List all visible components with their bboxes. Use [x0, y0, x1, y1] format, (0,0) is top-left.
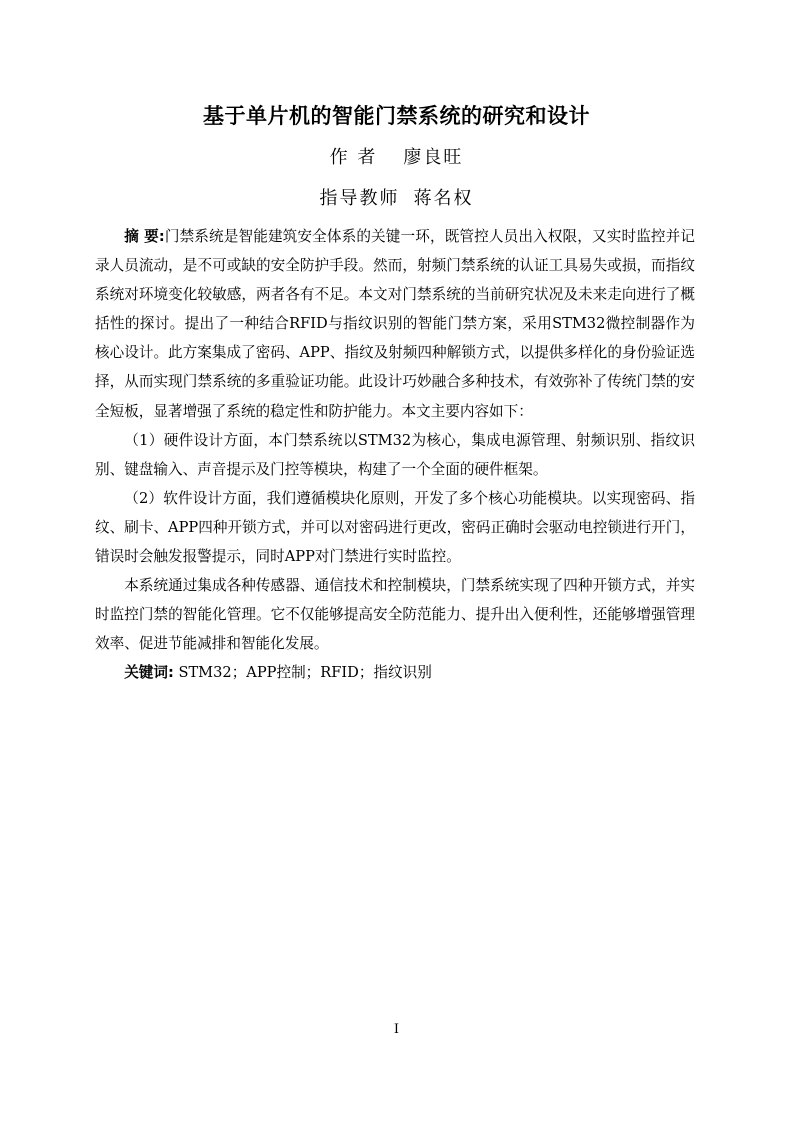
abstract-paragraph: （2）软件设计方面，我们遵循模块化原则，开发了多个核心功能模块。以实现密码、指纹、刷卡、APP四种开锁方式，并可以对密码进行更改，密码正确时会驱动电控锁进行开门，错误时会触发报警提示，同时APP对门禁进行实时监控。 [95, 489, 695, 566]
abstract-text-1: 门禁系统是智能建筑安全体系的关键一环，既管控人员出入权限，又实时监控并记录人员流动，是不可或缺的安全防护手段。然而，射频门禁系统的认证工具易失或损，而指纹系统对环境变化较敏感，两者各有不足。本文对门禁系统的当前研究状况及未来走向进行了概括性的探讨。提出了一种结合RFID与指纹识别的智能门禁方案，采用STM32微控制器作为核心设计。此方案集成了密码、APP、指纹及射频四种解锁方式，以提供多样化的身份验证选择，从而实现门禁系统的多重验证功能。此设计巧妙融合多种技术，有效弥补了传统门禁的安全短板，显著增强了系统的稳定性和防护能力。本文主要内容如下： [95, 228, 695, 420]
abstract-paragraph: （1）硬件设计方面，本门禁系统以STM32为核心，集成电源管理、射频识别、指纹识别、键盘输入、声音提示及门控等模块，构建了一个全面的硬件框架。 [95, 431, 695, 478]
paper-title: 基于单片机的智能门禁系统的研究和设计 [203, 104, 590, 128]
page-number: I [393, 1022, 400, 1037]
advisor-name: 蒋名权 [413, 188, 474, 209]
abstract-section [95, 222, 695, 688]
keywords-label: 关键词: [124, 664, 174, 682]
advisor-line [0, 185, 793, 213]
author-line [0, 144, 793, 172]
advisor-label: 指导教师 [319, 188, 400, 209]
keywords-line [95, 658, 695, 687]
abstract-paragraph: 本系统通过集成各种传感器、通信技术和控制模块，门禁系统实现了四种开锁方式，并实时监控门禁的智能化管理。它不仅能够提高安全防范能力、提升出入便利性，还能够增强管理效率、促进节能减排和智能化发展。 [95, 577, 695, 653]
keywords-value: STM32；APP控制；RFID；指纹识别 [178, 664, 432, 682]
abstract-paragraph [95, 222, 695, 426]
author-label: 作 者 [329, 147, 378, 168]
abstract-label: 摘 要: [124, 228, 165, 245]
author-name: 廖良旺 [403, 147, 464, 168]
